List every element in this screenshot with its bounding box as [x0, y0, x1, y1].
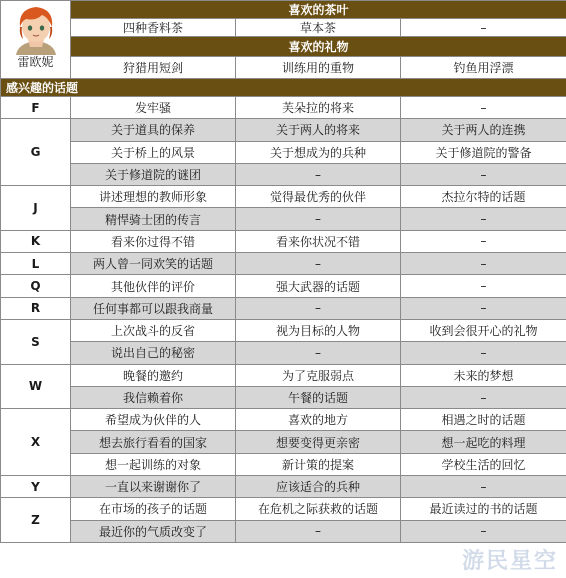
- topic-cell: 我信赖着你: [71, 386, 236, 408]
- topic-cell: 学校生活的回忆: [401, 453, 566, 475]
- topic-cell: 在危机之际获救的话题: [236, 498, 401, 520]
- topic-letter: Z: [1, 498, 71, 543]
- topic-letter: X: [1, 409, 71, 476]
- topic-cell: 两人曾一同欢笑的话题: [71, 253, 236, 275]
- topic-cell: –: [401, 297, 566, 319]
- topic-letter: Y: [1, 476, 71, 498]
- topic-cell: –: [401, 208, 566, 230]
- character-portrait-cell: [1, 1, 71, 79]
- topic-cell: 视为目标的人物: [236, 319, 401, 341]
- topic-cell: 关于两人的连携: [401, 119, 566, 141]
- topic-cell: 觉得最优秀的伙伴: [236, 186, 401, 208]
- topic-cell: –: [236, 342, 401, 364]
- topic-cell: –: [236, 253, 401, 275]
- gifts-header: 喜欢的礼物: [71, 37, 566, 57]
- tea-item: 四种香料茶: [71, 19, 236, 37]
- topic-letter: G: [1, 119, 71, 186]
- topic-cell: 关于想成为的兵种: [236, 141, 401, 163]
- topic-cell: 其他伙伴的评价: [71, 275, 236, 297]
- gift-item: 训练用的重物: [236, 57, 401, 79]
- topic-cell: 想一起吃的料理: [401, 431, 566, 453]
- topic-letter: L: [1, 253, 71, 275]
- character-portrait: [2, 1, 70, 55]
- topic-letter: Q: [1, 275, 71, 297]
- topic-cell: 关于两人的将来: [236, 119, 401, 141]
- topic-cell: –: [401, 253, 566, 275]
- gift-item: 钓鱼用浮漂: [401, 57, 566, 79]
- topic-cell: 晚餐的邀约: [71, 364, 236, 386]
- topic-cell: 一直以来谢谢你了: [71, 476, 236, 498]
- topic-cell: –: [401, 97, 566, 119]
- topic-cell: –: [401, 520, 566, 542]
- topic-cell: 发牢骚: [71, 97, 236, 119]
- topic-cell: 未来的梦想: [401, 364, 566, 386]
- topic-cell: –: [401, 386, 566, 408]
- topic-cell: 关于修道院的警备: [401, 141, 566, 163]
- topic-cell: 最近你的气质改变了: [71, 520, 236, 542]
- tea-item: –: [401, 19, 566, 37]
- topic-cell: 讲述理想的教师形象: [71, 186, 236, 208]
- topic-cell: 应该适合的兵种: [236, 476, 401, 498]
- topic-cell: 关于道具的保养: [71, 119, 236, 141]
- topic-cell: 芙朵拉的将来: [236, 97, 401, 119]
- topic-letter: R: [1, 297, 71, 319]
- topic-cell: 为了克服弱点: [236, 364, 401, 386]
- topic-cell: 想要变得更亲密: [236, 431, 401, 453]
- topic-cell: 说出自己的秘密: [71, 342, 236, 364]
- topic-letter: J: [1, 186, 71, 231]
- topic-cell: –: [401, 163, 566, 185]
- topic-cell: 喜欢的地方: [236, 409, 401, 431]
- topic-cell: 希望成为伙伴的人: [71, 409, 236, 431]
- tea-item: 草本茶: [236, 19, 401, 37]
- topic-cell: 收到会很开心的礼物: [401, 319, 566, 341]
- topic-cell: 在市场的孩子的话题: [71, 498, 236, 520]
- topic-letter: F: [1, 97, 71, 119]
- topic-cell: –: [401, 342, 566, 364]
- topic-cell: 杰拉尔特的话题: [401, 186, 566, 208]
- topic-cell: –: [236, 297, 401, 319]
- character-name: 雷欧妮: [17, 55, 54, 69]
- tea-header: 喜欢的茶叶: [71, 1, 566, 19]
- topic-cell: 精悍骑士团的传言: [71, 208, 236, 230]
- topics-header: 感兴趣的话题: [1, 79, 566, 97]
- topic-cell: –: [401, 230, 566, 252]
- topic-cell: 新计策的提案: [236, 453, 401, 475]
- topic-letter: S: [1, 319, 71, 364]
- topic-cell: –: [236, 163, 401, 185]
- topic-cell: 强大武器的话题: [236, 275, 401, 297]
- topic-cell: 关于修道院的谜团: [71, 163, 236, 185]
- topic-cell: 想去旅行看看的国家: [71, 431, 236, 453]
- gift-item: 狩猎用短剑: [71, 57, 236, 79]
- topic-cell: 午餐的话题: [236, 386, 401, 408]
- topic-cell: 看来你状况不错: [236, 230, 401, 252]
- topic-cell: 相遇之时的话题: [401, 409, 566, 431]
- topic-cell: 任何事都可以跟我商量: [71, 297, 236, 319]
- site-watermark: 游民星空: [461, 549, 558, 574]
- topic-cell: –: [401, 275, 566, 297]
- topic-cell: 最近读过的书的话题: [401, 498, 566, 520]
- topic-letter: K: [1, 230, 71, 252]
- topic-cell: –: [236, 208, 401, 230]
- topic-cell: –: [401, 476, 566, 498]
- topic-cell: 上次战斗的反省: [71, 319, 236, 341]
- topic-cell: 想一起训练的对象: [71, 453, 236, 475]
- topic-cell: –: [236, 520, 401, 542]
- topic-letter: W: [1, 364, 71, 409]
- topic-cell: 看来你过得不错: [71, 230, 236, 252]
- topic-cell: 关于桥上的风景: [71, 141, 236, 163]
